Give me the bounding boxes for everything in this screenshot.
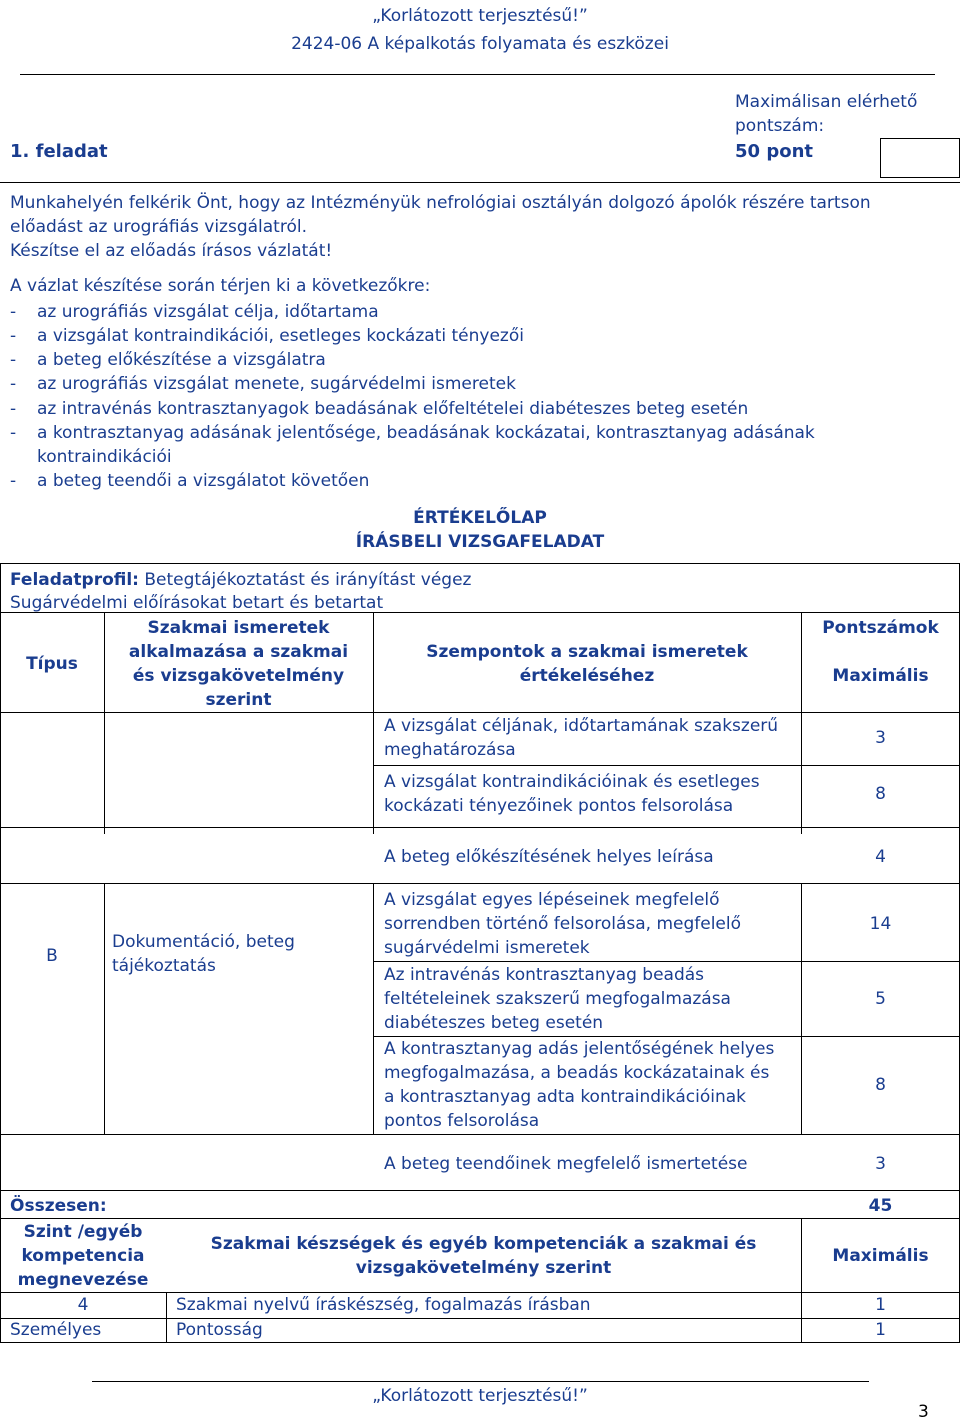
task-profile-line-1 — [10, 568, 471, 592]
skills-header-2: vizsgakövetelmény szerint — [355, 1258, 612, 1278]
criterion-text: A beteg teendőinek megfelelő ismertetése — [384, 1154, 748, 1174]
competence-line-1: Dokumentáció, beteg — [112, 932, 295, 952]
document-title: 2424-06 A képalkotás folyamata és eszközei — [291, 34, 669, 54]
restricted-header: „Korlátozott terjesztésű!” — [372, 6, 588, 26]
column-header-knowledge-3: és vizsgakövetelmény — [132, 666, 345, 686]
page-number: 3 — [918, 1402, 929, 1422]
eval-title: ÉRTÉKELŐLAP — [413, 508, 547, 528]
max-points-label-1: Maximálisan elérhető — [735, 92, 918, 112]
intro-line-3: Készítse el az előadás írásos vázlatát! — [10, 241, 333, 261]
level-header-2: kompetencia — [21, 1246, 145, 1266]
outline-item-continued: kontraindikációi — [37, 447, 172, 467]
outline-item: a kontrasztanyag adásának jelentősége, beadásának kockázatai, kontrasztanyag adásának — [37, 423, 815, 443]
column-header-points: Pontszámok — [822, 618, 939, 638]
outline-item: a beteg előkészítése a vizsgálatra — [37, 350, 326, 370]
outline-dash: - — [10, 326, 17, 346]
intro-line-1: Munkahelyén felkérik Önt, hogy az Intézményük nefrológiai osztályán dolgozó ápolók részére tartson — [10, 193, 871, 213]
eval-subtitle: ÍRÁSBELI VIZSGAFELADAT — [355, 532, 605, 552]
skill-points: 1 — [875, 1320, 886, 1340]
task-profile-value: Betegtájékoztatást és irányítást végez — [144, 570, 472, 590]
criterion-text: a kontrasztanyag adta kontraindikációinak — [384, 1087, 747, 1107]
max-points-value: 50 pont — [735, 141, 813, 162]
level-header-1: Szint /egyéb — [23, 1222, 143, 1242]
skills-header-1: Szakmai készségek és egyéb kompetenciák a szakmai és — [210, 1234, 757, 1254]
outline-item: a beteg teendői a vizsgálatot követően — [37, 471, 370, 491]
total-label: Összesen: — [10, 1196, 107, 1216]
skill-name: Pontosság — [176, 1320, 263, 1340]
criterion-points: 5 — [875, 989, 886, 1009]
max-points-label-2: pontszám: — [735, 116, 825, 136]
criterion-text: megfogalmazása, a beadás kockázatainak és — [384, 1063, 770, 1083]
criterion-points: 4 — [875, 847, 886, 867]
column-header-knowledge-2: alkalmazása a szakmai — [128, 642, 349, 662]
skill-points: 1 — [875, 1295, 886, 1315]
task-profile-line-2: Sugárvédelmi előírásokat betart és betartat — [10, 593, 384, 613]
task-number: 1. feladat — [10, 141, 108, 162]
criterion-text: A vizsgálat céljának, időtartamának szakszerű — [384, 716, 779, 736]
criterion-text: A vizsgálat kontraindikációinak és esetleges — [384, 772, 760, 792]
criterion-text: Az intravénás kontrasztanyag beadás — [384, 965, 705, 985]
criterion-points: 3 — [875, 1154, 886, 1174]
criterion-text: sugárvédelmi ismeretek — [384, 938, 590, 958]
total-value: 45 — [868, 1196, 893, 1216]
criterion-text: pontos felsorolása — [384, 1111, 540, 1131]
score-box[interactable] — [880, 138, 960, 178]
header-rule — [20, 74, 935, 75]
criterion-text: diabéteszes beteg esetén — [384, 1013, 604, 1033]
criterion-text: kockázati tényezőinek pontos felsorolása — [384, 796, 734, 816]
criterion-points: 8 — [875, 1075, 886, 1095]
outline-dash: - — [10, 374, 17, 394]
task-rule — [0, 182, 960, 183]
outline-item: az intravénás kontrasztanyagok beadásának előfeltételei diabéteszes beteg esetén — [37, 399, 749, 419]
skill-level: 4 — [77, 1295, 89, 1315]
skill-name: Szakmai nyelvű íráskészség, fogalmazás írásban — [176, 1295, 591, 1315]
restricted-footer: „Korlátozott terjesztésű!” — [372, 1386, 588, 1406]
criterion-text: A vizsgálat egyes lépéseinek megfelelő — [384, 890, 720, 910]
task-profile-label: Feladatprofil: — [10, 570, 139, 590]
outline-item: az urográfiás vizsgálat menete, sugárvédelmi ismeretek — [37, 374, 516, 394]
outline-dash: - — [10, 350, 17, 370]
criterion-points: 14 — [869, 914, 892, 934]
outline-dash: - — [10, 302, 17, 322]
outline-dash: - — [10, 399, 17, 419]
type-value: B — [46, 946, 58, 966]
criterion-text: A beteg előkészítésének helyes leírása — [384, 847, 714, 867]
criterion-text: feltételeinek szakszerű megfogalmazása — [384, 989, 731, 1009]
outline-item: az urográfiás vizsgálat célja, időtartama — [37, 302, 379, 322]
column-header-max: Maximális — [832, 666, 929, 686]
column-header-knowledge-1: Szakmai ismeretek — [147, 618, 330, 638]
criterion-points: 8 — [875, 784, 886, 804]
competence-line-2: tájékoztatás — [112, 956, 216, 976]
column-header-criteria-2: értékeléséhez — [519, 666, 655, 686]
column-header-type: Típus — [26, 654, 78, 674]
outline-item: a vizsgálat kontraindikációi, esetleges kockázati tényezői — [37, 326, 524, 346]
criterion-text: sorrendben történő felsorolása, megfelelő — [384, 914, 741, 934]
criterion-points: 3 — [875, 728, 886, 748]
criterion-text: A kontrasztanyag adás jelentőségének helyes — [384, 1039, 775, 1059]
outline-dash: - — [10, 423, 17, 443]
criterion-text: meghatározása — [384, 740, 516, 760]
outline-dash: - — [10, 471, 17, 491]
skills-header-max: Maximális — [832, 1246, 929, 1266]
skill-level: Személyes — [10, 1320, 102, 1340]
intro-line-2: előadást az urográfiás vizsgálatról. — [10, 217, 307, 237]
column-header-knowledge-4: szerint — [205, 690, 272, 710]
level-header-3: megnevezése — [17, 1270, 149, 1290]
outline-lead: A vázlat készítése során térjen ki a következőkre: — [10, 276, 431, 296]
column-header-criteria-1: Szempontok a szakmai ismeretek — [426, 642, 748, 662]
footer-rule — [92, 1381, 869, 1382]
